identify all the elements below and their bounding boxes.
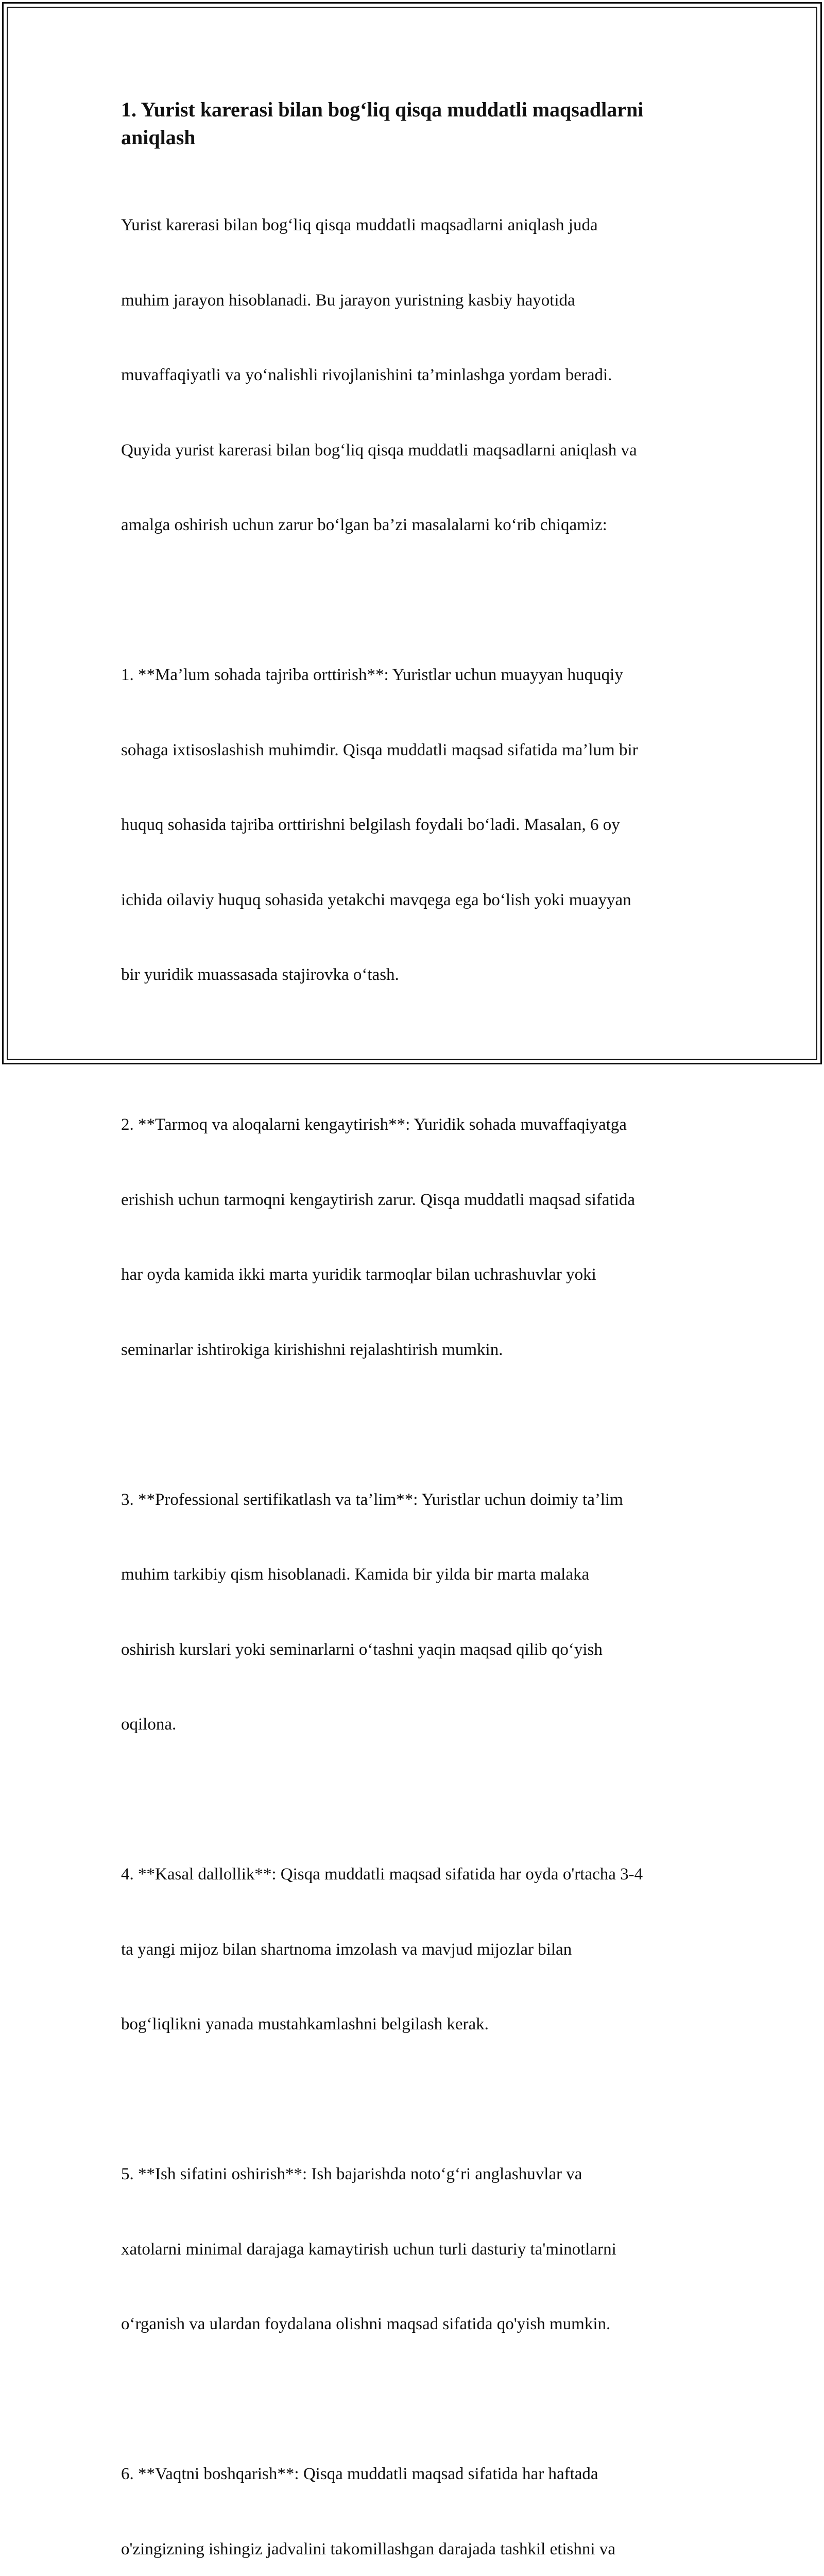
text-line: erishish uchun tarmoqni kengaytirish zarur. Qisqa muddatli maqsad sifatida bbox=[121, 1190, 636, 1209]
text-line: sohaga ixtisoslashish muhimdir. Qisqa muddatli maqsad sifatida ma’lum bir bbox=[121, 740, 638, 759]
text-line: har oyda kamida ikki marta yuridik tarmoqlar bilan uchrashuvlar yoki bbox=[121, 1265, 596, 1284]
text-line: 4. **Kasal dallollik**: Qisqa muddatli maqsad sifatida har oyda o'rtacha 3-4 bbox=[121, 1865, 643, 1884]
text-line: Quyida yurist karerasi bilan bog‘liq qisqa muddatli maqsadlarni aniqlash va bbox=[121, 440, 637, 460]
text-line: muhim tarkibiy qism hisoblanadi. Kamida bir yilda bir marta malaka bbox=[121, 1565, 590, 1584]
text-line: 6. **Vaqtni boshqarish**: Qisqa muddatli maqsad sifatida har haftada bbox=[121, 2465, 598, 2483]
text-line: muvaffaqiyatli va yo‘nalishli rivojlanishini ta’minlashga yordam beradi. bbox=[121, 366, 612, 384]
title-line: aniqlash bbox=[121, 126, 196, 149]
document-body bbox=[121, 96, 713, 2576]
text-line: 2. **Tarmoq va aloqalarni kengaytirish**: Yuridik sohada muvaffaqiyatga bbox=[121, 1115, 627, 1134]
text-line: o‘rganish va ulardan foydalana olishni maqsad sifatida qo'yish mumkin. bbox=[121, 2315, 611, 2333]
text-line: ichida oilaviy huquq sohasida yetakchi mavqega ega bo‘lish yoki muayyan bbox=[121, 890, 631, 909]
text-line: muhim jarayon hisoblanadi. Bu jarayon yuristning kasbiy hayotida bbox=[121, 291, 575, 310]
text-line: xatolarni minimal darajaga kamaytirish uchun turli dasturiy ta'minotlarni bbox=[121, 2240, 616, 2259]
text-line: bir yuridik muassasada stajirovka o‘tash. bbox=[121, 965, 399, 984]
text-line: Yurist karerasi bilan bog‘liq qisqa muddatli maqsadlarni aniqlash juda bbox=[121, 216, 598, 234]
text-line: oshirish kurslari yoki seminarlarni o‘tashni yaqin maqsad qilib qo‘yish bbox=[121, 1640, 603, 1659]
text-line: o'zingizning ishingiz jadvalini takomillashgan darajada tashkil etishni va bbox=[121, 2539, 615, 2558]
list-item-4 bbox=[121, 1812, 713, 2087]
text-line: 1. **Ma’lum sohada tajriba orttirish**: Yuristlar uchun muayyan huquqiy bbox=[121, 666, 623, 684]
list-item-5 bbox=[121, 2112, 713, 2387]
text-line: seminarlar ishtirokiga kirishishni rejalashtirish mumkin. bbox=[121, 1340, 503, 1359]
intro-paragraph bbox=[121, 163, 713, 588]
list-item-3 bbox=[121, 1437, 713, 1787]
text-line: bog‘liqlikni yanada mustahkamlashni belgilash kerak. bbox=[121, 2015, 489, 2033]
list-item-1 bbox=[121, 613, 713, 1038]
document-title bbox=[121, 96, 713, 151]
text-line: amalga oshirish uchun zarur bo‘lgan ba’zi masalalarni ko‘rib chiqamiz: bbox=[121, 516, 607, 534]
list-item-2 bbox=[121, 1062, 713, 1412]
text-line: huquq sohasida tajriba orttirishni belgilash foydali bo‘ladi. Masalan, 6 oy bbox=[121, 816, 620, 834]
text-line: 5. **Ish sifatini oshirish**: Ish bajarishda noto‘g‘ri anglashuvlar va bbox=[121, 2165, 582, 2183]
text-line: oqilona. bbox=[121, 1715, 177, 1734]
list-item-6 bbox=[121, 2412, 713, 2576]
text-line: ta yangi mijoz bilan shartnoma imzolash va mavjud mijozlar bilan bbox=[121, 1940, 572, 1959]
text-line: 3. **Professional sertifikatlash va ta’lim**: Yuristlar uchun doimiy ta’lim bbox=[121, 1490, 623, 1509]
title-line: 1. Yurist karerasi bilan bog‘liq qisqa muddatli maqsadlarni bbox=[121, 98, 644, 121]
